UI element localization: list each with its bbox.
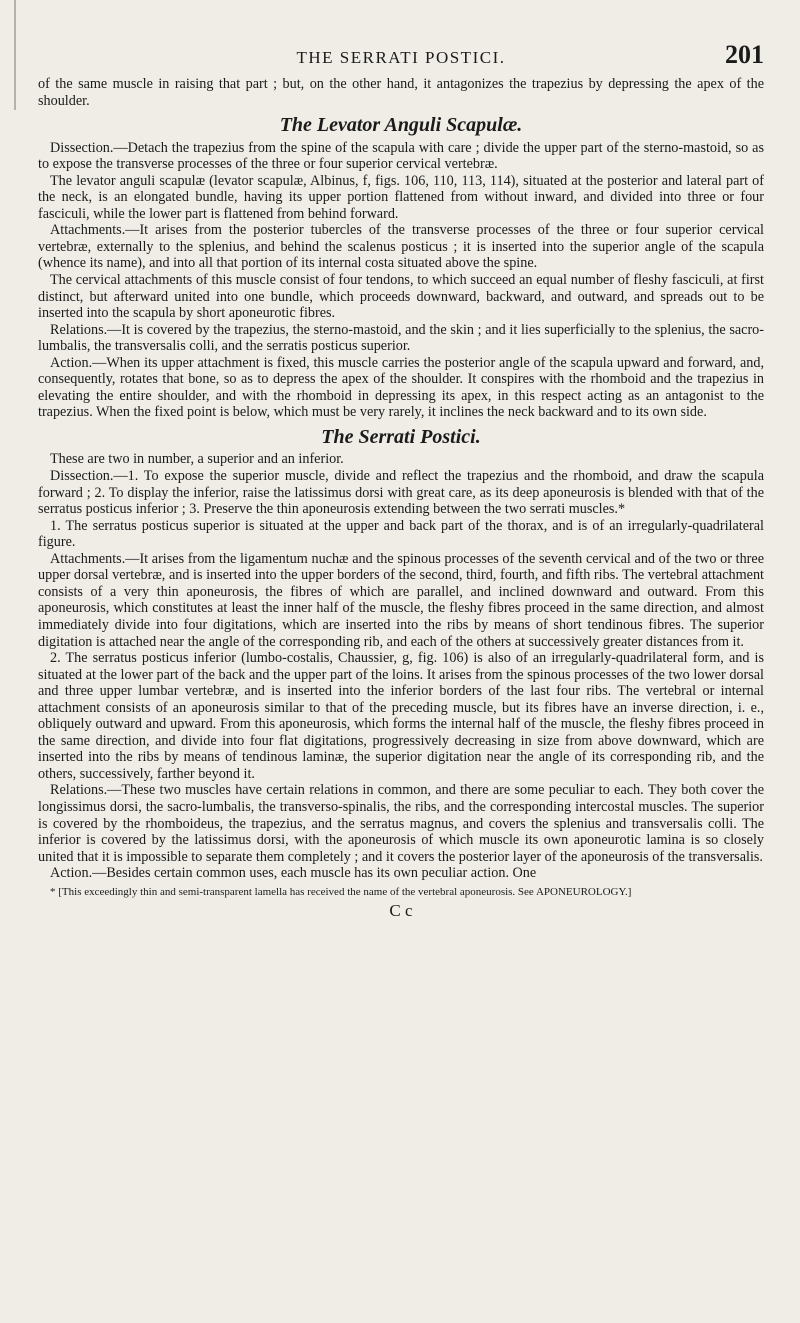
page-number: 201: [725, 40, 764, 69]
binding-edge: [0, 0, 16, 110]
paragraph: Dissection.—1. To expose the superior muscle, divide and reflect the trapezius and the rhomboid, and draw the scapula forward ; 2. To display the inferior, raise the latissimus dorsi with great care, as its deep aponeurosis is blended with that of the serratus posticus inferior ; 3. Preserve the thin aponeurosis extending between the two serrati muscles.*: [38, 468, 764, 518]
book-page: [38, 38, 764, 1318]
paragraph: These are two in number, a superior and an inferior.: [50, 451, 344, 468]
paragraph: of the same muscle in raising that part ; but, on the other hand, it antagonizes the trapezius by depressing the apex of the shoulder.: [38, 76, 764, 109]
paragraph: The levator anguli scapulæ (levator scapulæ, Albinus, f, figs. 106, 110, 113, 114), situated at the posterior and lateral part of the neck, is an elongated bundle, having its upper portion flattened from without inward, and divided into three or four fasciculi, while the lower part is flattened from behind forward.: [38, 172, 764, 222]
paragraph: 2. The serratus posticus inferior (lumbo-costalis, Chaussier, g, fig. 106) is also of an irregularly-quadrilateral form, and is situated at the lower part of the back and the upper part of the loins. It arises from the spinous processes of the two lower dorsal and three upper lumbar vertebræ, and is inserted into the inferior borders of the last four ribs. The vertebral or internal attachment consists of an aponeurosis similar to that of the preceding muscle, but its fibres have an inverse direction, i. e., obliquely outward and upward. From this aponeurosis, which forms the internal half of the muscle, the fleshy fibres proceed in the same direction, and divide into four flat digitations, progressively decreasing in size from above downward, which are inserted into the ribs by means of tendinous laminæ, the superior digitation near the angle of its corresponding rib, and the others, successively, farther beyond it.: [38, 650, 764, 782]
paragraph: Action.—When its upper attachment is fixed, this muscle carries the posterior angle of the scapula upward and forward, and, consequently, rotates that bone, so as to depress the apex of the shoulder. It conspires with the rhomboid and the trapezius in elevating the entire shoulder, and with the rhomboid in depressing its apex, in this respect acting as an antagonist to the trapezius. When the fixed point is below, which must be very rarely, it inclines the neck backward and to its own side.: [38, 354, 764, 421]
paragraph: Relations.—These two muscles have certain relations in common, and there are some peculiar to each. They both cover the longissimus dorsi, the sacro-lumbalis, the transverso-spinalis, the ribs, and the corresponding intercostal muscles. The superior is covered by the rhomboideus, the trapezius, and the serratus magnus, and covers the splenius and transversalis colli. The inferior is covered by the latissimus dorsi, with the aponeurosis of which muscle its own aponeurotic lamina is so closely united that it is impossible to separate them completely ; and it covers the posterior layer of the aponeurosis of the transversalis.: [38, 782, 764, 865]
paragraph: The cervical attachments of this muscle consist of four tendons, to which succeed an equal number of fleshy fasciculi, at first distinct, but afterward united into one bundle, which proceeds downward, backward, and outward, and spreads out to be inserted into the scapula by short aponeurotic fibres.: [38, 272, 764, 322]
running-head: THE SERRATI POSTICI.: [296, 48, 506, 67]
section-heading: The Serrati Postici.: [321, 425, 481, 448]
paragraph: Action.—Besides certain common uses, each muscle has its own peculiar action. One: [50, 865, 537, 882]
paragraph: Dissection.—Detach the trapezius from the spine of the scapula with care ; divide the upper part of the sterno-mastoid, so as to expose the transverse processes of the three or four superior cervical vertebræ.: [38, 139, 764, 173]
signature-mark: C c: [389, 900, 413, 920]
paragraph: Relations.—It is covered by the trapezius, the sterno-mastoid, and the skin ; and it lies superficially to the splenius, the sacro-lumbalis, the transversalis colli, and the serratis posticus superior.: [38, 321, 764, 355]
paragraph: Attachments.—It arises from the ligamentum nuchæ and the spinous processes of the seventh cervical and of the two or three upper dorsal vertebræ, and is inserted into the upper borders of the second, third, fourth, and fifth ribs. The vertebral attachment consists of a very thin aponeurosis, the fibres of which are parallel, and inclined downward and outward. From this aponeurosis, which constitutes at least the inner half of the muscle, the fleshy fibres proceed in the same direction, and almost immediately divide into four digitations, which are inserted into the ribs by means of short tendinous fibres. The superior digitation is attached near the angle of the corresponding rib, and each of the others at successively greater distances from it.: [38, 550, 764, 650]
paragraph: 1. The serratus posticus superior is situated at the upper and back part of the thorax, and is of an irregularly-quadrilateral figure.: [38, 517, 764, 551]
page-header: [38, 38, 764, 74]
body-text: [38, 76, 764, 882]
paragraph: Attachments.—It arises from the posterior tubercles of the transverse processes of the three or four superior cervical vertebræ, externally to the splenius, and behind the scalenus posticus ; it is inserted into the superior angle of the scapula (whence its name), and into all that portion of its internal costa situated above the spine.: [38, 222, 764, 272]
footnote: * [This exceedingly thin and semi-transparent lamella has received the name of the vertebral aponeurosis. See APONEUROLOGY.]: [50, 885, 632, 898]
section-heading: The Levator Anguli Scapulæ.: [279, 114, 523, 137]
